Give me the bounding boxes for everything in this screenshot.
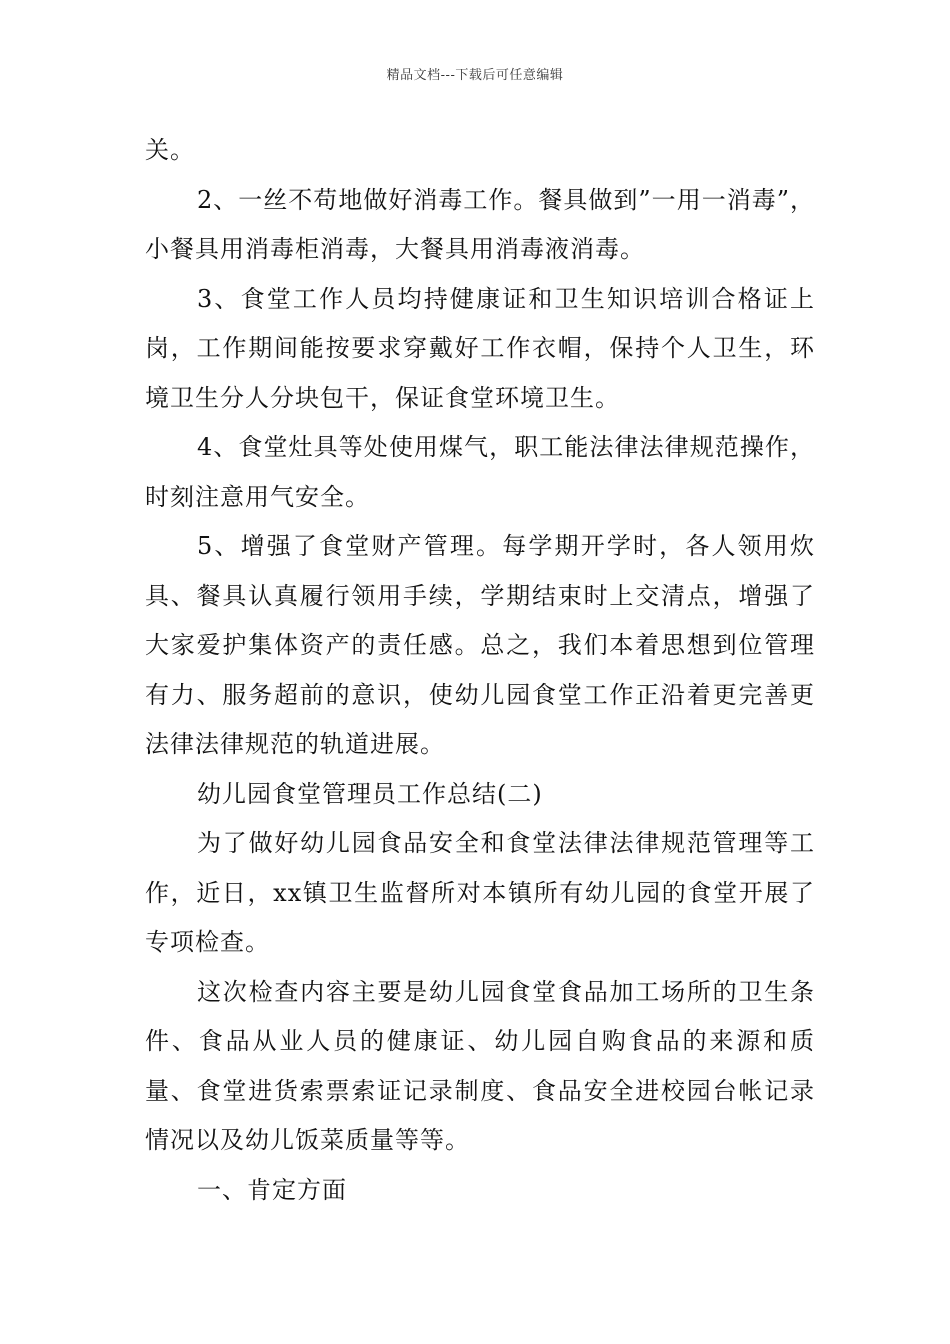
paragraph-item-4: 4、食堂灶具等处使用煤气，职工能法律法律规范操作，时刻注意用气安全。 (145, 433, 815, 511)
paragraph-intro: 为了做好幼儿园食品安全和食堂法律法律规范管理等工作，近日，xx镇卫生监督所对本镇所有幼儿园的食堂开展了专项检查。 (145, 829, 815, 956)
subsection-title: 一、肯定方面 (197, 1175, 347, 1204)
section-title: 幼儿园食堂管理员工作总结(二) (197, 779, 543, 808)
document-body (145, 126, 815, 1215)
paragraph-item-2: 2、一丝不苟地做好消毒工作。餐具做到”一用一消毒”，小餐具用消毒柜消毒，大餐具用消毒液消毒。 (145, 185, 815, 263)
paragraph-item-5: 5、增强了食堂财产管理。每学期开学时，各人领用炊具、餐具认真履行领用手续，学期结束时上交清点，增强了大家爱护集体资产的责任感。总之，我们本着思想到位管理有力、服务超前的意识，使幼儿园食堂工作正沿着更完善更法律法律规范的轨道进展。 (145, 532, 815, 758)
paragraph-inspection: 这次检查内容主要是幼儿园食堂食品加工场所的卫生条件、食品从业人员的健康证、幼儿园自购食品的来源和质量、食堂进货索票索证记录制度、食品安全进校园台帐记录情况以及幼儿饭菜质量等等。 (145, 977, 815, 1154)
page-header: 精品文档---下载后可任意编辑 (386, 68, 564, 83)
paragraph-item-3: 3、食堂工作人员均持健康证和卫生知识培训合格证上岗，工作期间能按要求穿戴好工作衣帽，保持个人卫生，环境卫生分人分块包干，保证食堂环境卫生。 (145, 284, 815, 412)
paragraph-continuation: 关。 (145, 136, 195, 164)
